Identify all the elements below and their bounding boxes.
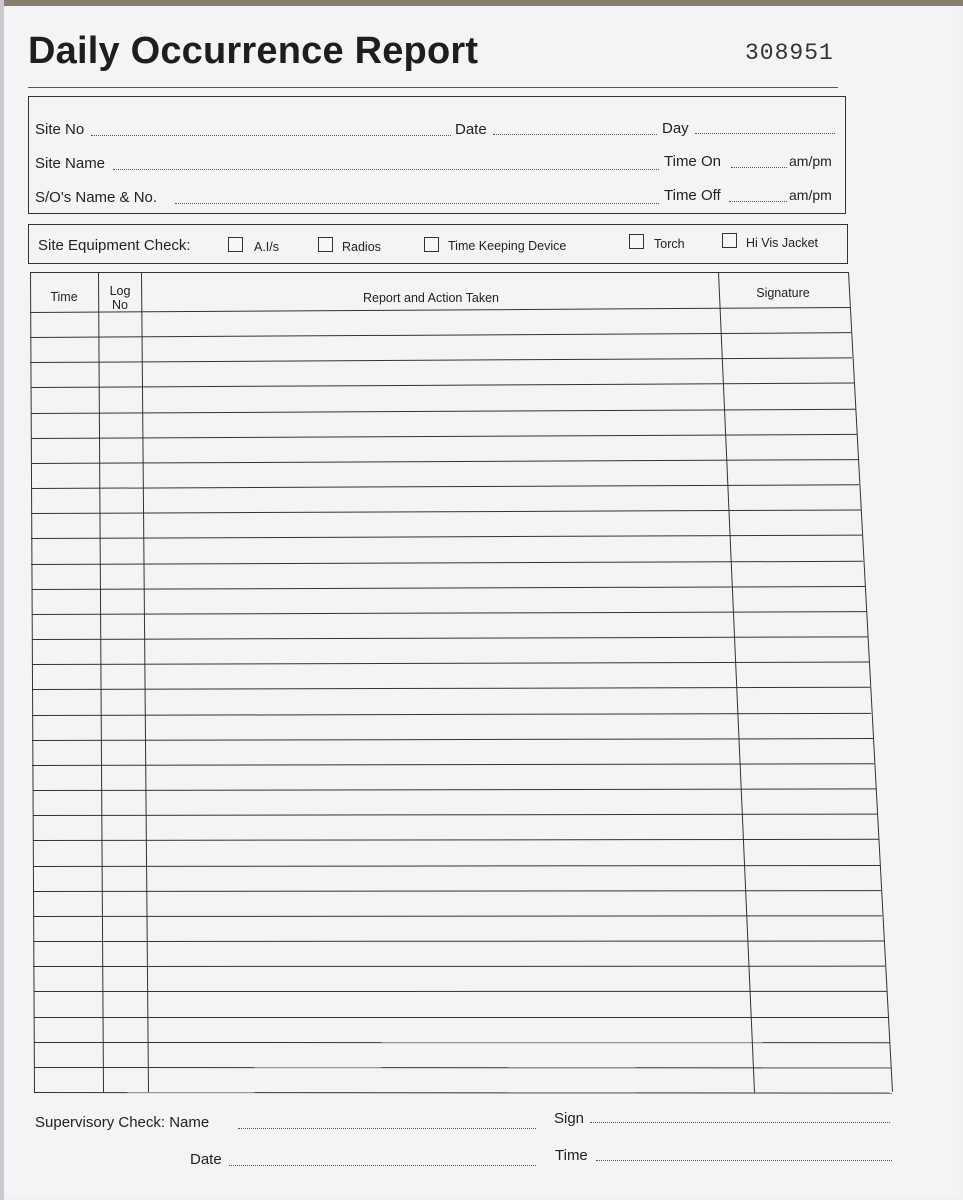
table-row[interactable] [32, 514, 860, 537]
table-row[interactable] [34, 892, 880, 915]
header-time: Time [50, 290, 78, 304]
table-row[interactable] [31, 363, 851, 386]
header-log-no [98, 284, 142, 312]
header-log-no-line1: Log [109, 284, 131, 298]
table-row[interactable] [34, 867, 879, 890]
table-row[interactable] [32, 388, 854, 411]
footer-date-input[interactable] [229, 1165, 536, 1166]
table-row[interactable] [34, 791, 875, 814]
supervisor-name-input[interactable] [238, 1128, 536, 1129]
table-row[interactable] [33, 741, 872, 764]
ails-label: A.I/s [254, 240, 280, 254]
table-row[interactable] [33, 665, 868, 688]
table-row[interactable] [32, 539, 861, 562]
header-signature: Signature [756, 286, 810, 300]
site-no-label: Site No [35, 121, 85, 138]
table-row[interactable] [33, 716, 871, 739]
header-report-action: Report and Action Taken [363, 291, 499, 305]
table-row[interactable] [33, 590, 865, 613]
site-name-label: Site Name [35, 155, 106, 172]
table-top-border [30, 272, 848, 273]
table-row[interactable] [31, 338, 850, 361]
time-off-input[interactable] [729, 201, 787, 202]
radios-checkbox[interactable] [318, 237, 333, 252]
table-row[interactable] [33, 640, 867, 663]
so-name-input[interactable] [175, 203, 659, 204]
table-row[interactable] [32, 464, 857, 487]
table-row[interactable] [33, 690, 869, 713]
date-label: Date [455, 121, 487, 138]
footer-time-label: Time [555, 1147, 588, 1164]
sign-label: Sign [554, 1110, 585, 1127]
equipment-check-label: Site Equipment Check: [38, 237, 191, 254]
time-on-input[interactable] [731, 167, 787, 168]
table-row[interactable] [32, 565, 862, 588]
supervisory-check-label: Supervisory Check: Name [35, 1114, 210, 1131]
title-divider [28, 87, 838, 88]
form-title: Daily Occurrence Report [28, 30, 479, 72]
table-row[interactable] [34, 942, 883, 965]
torch-checkbox[interactable] [629, 234, 644, 249]
table-row[interactable] [35, 992, 886, 1015]
day-input[interactable] [695, 133, 835, 134]
table-row[interactable] [35, 1018, 887, 1041]
table-row[interactable] [35, 1068, 890, 1091]
day-label: Day [662, 120, 689, 137]
table-row[interactable] [32, 414, 855, 437]
table-row[interactable] [32, 439, 856, 462]
site-no-input[interactable] [91, 135, 451, 136]
so-name-label: S/O's Name & No. [35, 189, 158, 206]
radios-label: Radios [342, 240, 381, 254]
time-off-suffix: am/pm [789, 187, 832, 203]
header-log-no-line2: No [112, 298, 128, 312]
serial-number: 308951 [745, 40, 834, 66]
table-row[interactable] [34, 841, 878, 864]
torch-label: Torch [654, 237, 685, 251]
table-row[interactable] [34, 816, 877, 839]
hi-vis-jacket-label: Hi Vis Jacket [746, 236, 819, 250]
table-row[interactable] [35, 1043, 889, 1066]
hi-vis-jacket-checkbox[interactable] [722, 233, 737, 248]
table-row[interactable] [32, 489, 859, 512]
table-row[interactable] [34, 917, 881, 940]
table-row[interactable] [31, 313, 849, 336]
ails-checkbox[interactable] [228, 237, 243, 252]
date-input[interactable] [493, 134, 657, 135]
table-row[interactable] [34, 967, 884, 990]
equipment-check-box [28, 224, 848, 264]
time-on-suffix: am/pm [789, 153, 832, 169]
table-row[interactable] [33, 615, 866, 638]
time-keeping-device-checkbox[interactable] [424, 237, 439, 252]
time-off-label: Time Off [664, 187, 721, 204]
supervisor-sign-input[interactable] [590, 1122, 890, 1123]
site-name-input[interactable] [113, 169, 659, 170]
footer-date-label: Date [190, 1151, 222, 1168]
table-row[interactable] [33, 766, 873, 789]
time-on-label: Time On [664, 153, 721, 170]
site-info-box [28, 96, 846, 214]
time-keeping-device-label: Time Keeping Device [448, 239, 567, 253]
footer-time-input[interactable] [596, 1160, 892, 1161]
